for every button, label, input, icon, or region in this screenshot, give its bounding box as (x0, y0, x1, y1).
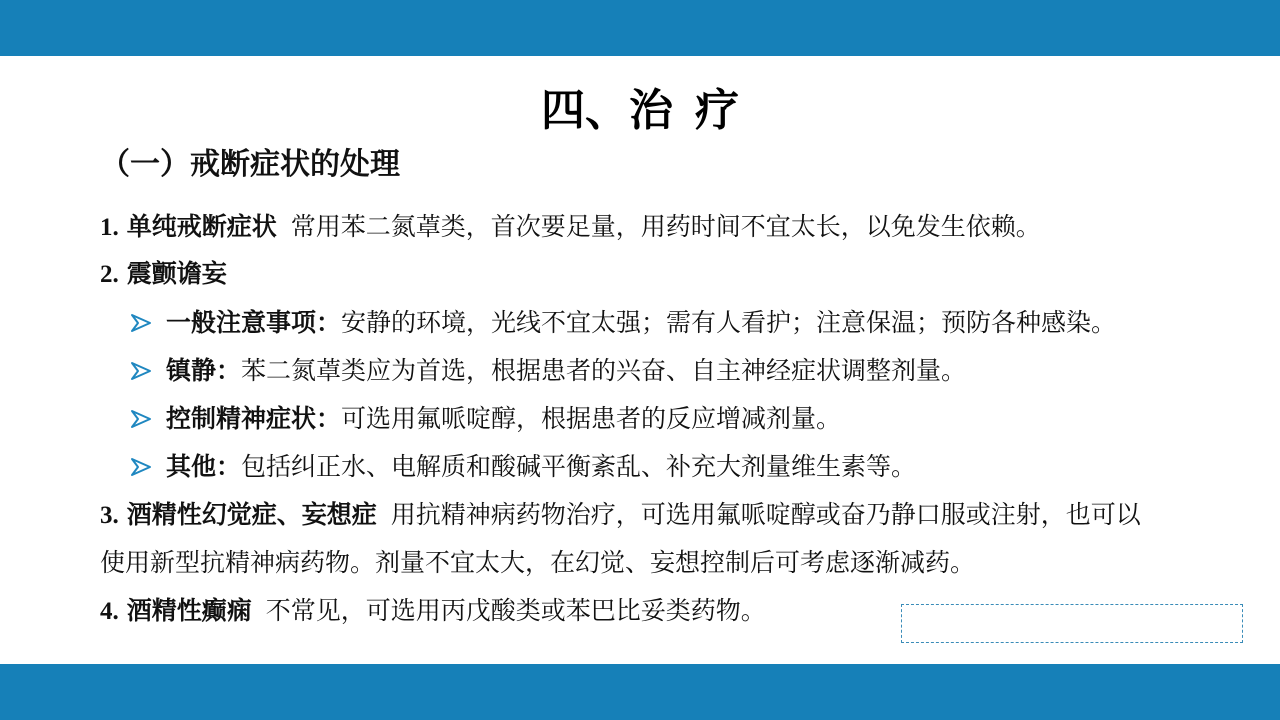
page-title (0, 80, 1280, 142)
empty-text-placeholder[interactable] (901, 604, 1243, 643)
bullet-heading: 一般注意事项： (166, 308, 342, 337)
bullet-text: 安静的环境，光线不宜太强；需有人看护；注意保温；预防各种感染。 (341, 308, 1117, 337)
bullet-heading: 其他： (166, 452, 242, 481)
item-1 (100, 209, 1041, 246)
item-text-continued: 使用新型抗精神病药物。剂量不宜太大，在幻觉、妄想控制后可考虑逐渐减药。 (100, 548, 976, 577)
item-3 (100, 497, 1141, 534)
item-text: 用抗精神病药物治疗，可选用氟哌啶醇或奋乃静口服或注射，也可以 (390, 500, 1141, 529)
bottom-banner (0, 664, 1280, 720)
top-banner (0, 0, 1280, 56)
arrow-bullet-icon (130, 313, 154, 333)
bullet-item-3 (130, 401, 841, 437)
bullet-text: 可选用氟哌啶醇，根据患者的反应增减剂量。 (341, 404, 842, 433)
item-number: 1. (100, 214, 119, 241)
item-heading: 震颤谵妄 (126, 259, 227, 288)
item-3-continued (100, 545, 975, 581)
item-2 (100, 256, 227, 293)
bullet-text: 包括纠正水、电解质和酸碱平衡紊乱、补充大剂量维生素等。 (241, 452, 917, 481)
bullet-heading: 控制精神症状： (166, 404, 342, 433)
bullet-item-4 (130, 449, 916, 485)
item-heading: 酒精性幻觉症、妄想症 (126, 500, 377, 529)
item-text: 不常见，可选用丙戊酸类或苯巴比妥类药物。 (265, 596, 766, 625)
section-subtitle: （一）戒断症状的处理 (100, 147, 400, 182)
item-number: 2. (100, 261, 119, 288)
title-part-2: 疗 (695, 85, 739, 136)
item-number: 4. (100, 598, 119, 625)
item-4 (100, 593, 766, 630)
bullet-text: 苯二氮䓬类应为首选，根据患者的兴奋、自主神经症状调整剂量。 (241, 356, 967, 385)
item-heading: 酒精性癫痫 (126, 596, 252, 625)
item-number: 3. (100, 502, 119, 529)
bullet-item-2 (130, 353, 966, 389)
arrow-bullet-icon (130, 361, 154, 381)
bullet-heading: 镇静： (166, 356, 242, 385)
bullet-item-1 (130, 305, 1116, 341)
title-part-1: 四、治 (541, 85, 673, 136)
item-text: 常用苯二氮䓬类，首次要足量，用药时间不宜太长，以免发生依赖。 (290, 212, 1041, 241)
arrow-bullet-icon (130, 457, 154, 477)
arrow-bullet-icon (130, 409, 154, 429)
item-heading: 单纯戒断症状 (126, 212, 277, 241)
